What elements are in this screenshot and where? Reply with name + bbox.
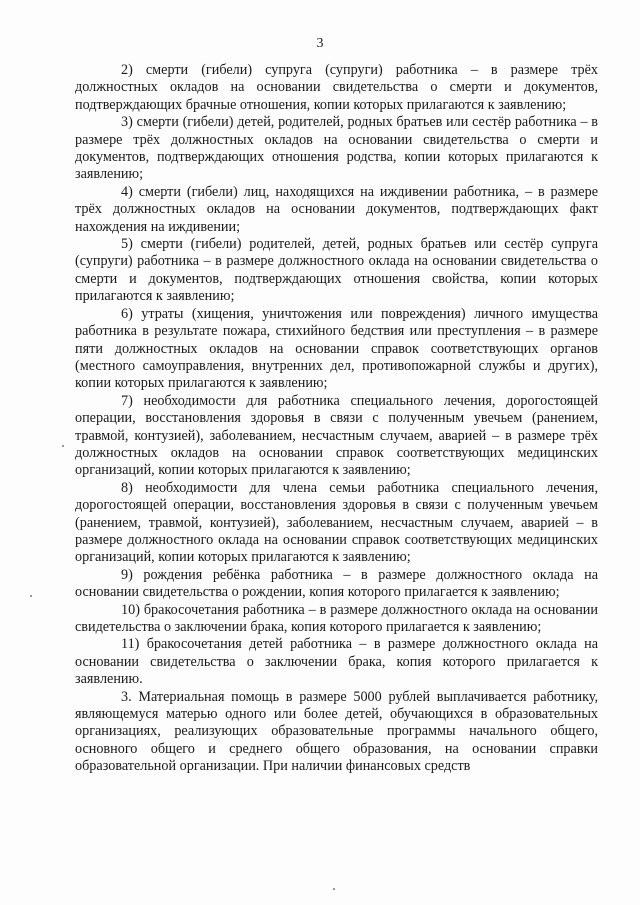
paragraph-item-11: 11) бракосочетания детей работника – в размере должностного оклада на основании свидетельства о заключении брака, копия которого прилагается к заявлению. (75, 636, 598, 688)
paragraph-item-10: 10) бракосочетания работника – в размере должностного оклада на основании свидетельства о заключении брака, копия которого прилагается к заявлению; (75, 601, 598, 635)
paragraph-section-3: 3. Материальная помощь в размере 5000 рублей выплачивается работнику, являющемуся матерью одного или более детей, обучающихся в образовательных организациях, реализующих образовательные программы начального общего, основного общего и среднего общего образования, на основании справки образовательной организации. При наличии финансовых средств (75, 688, 598, 775)
document-body (75, 62, 598, 776)
paragraph-item-5: 5) смерти (гибели) родителей, детей, родных братьев или сестёр супруга (супруги) работника – в размере должностного оклада на основании свидетельства о смерти и документов, подтверждающих отношения свойства, копии которых прилагаются к заявлению; (75, 236, 598, 305)
scan-speck (333, 888, 335, 890)
paragraph-item-3: 3) смерти (гибели) детей, родителей, родных братьев или сестёр работника – в размере трёх должностных окладов на основании свидетельства о смерти и документов, подтверждающих отношения родства, копии которых прилагаются к заявлению; (75, 114, 598, 183)
paragraph-item-2: 2) смерти (гибели) супруга (супруги) работника – в размере трёх должностных окладов на основании свидетельства о смерти и документов, подтверждающих брачные отношения, копии которых прилагаются к заявлению; (75, 62, 598, 113)
paragraph-item-9: 9) рождения ребёнка работника – в размере должностного оклада на основании свидетельства о рождении, копия которого прилагается к заявлению; (75, 566, 598, 601)
paragraph-item-8: 8) необходимости для члена семьи работника специального лечения, дорогостоящей операции, восстановления здоровья в связи с полученным увечьем (ранением, травмой, контузией), заболеванием, несчастным случаем, аварией – в размере должностного оклада на основании справок соответствующих медицинских организаций, копии которых прилагаются к заявлению; (75, 479, 598, 566)
scan-speck (30, 595, 32, 597)
page-number: 3 (316, 36, 324, 51)
paragraph-item-7: 7) необходимости для работника специального лечения, дорогостоящей операции, восстановления здоровья в связи с полученным увечьем (ранением, травмой, контузией), заболеванием, несчастным случаем, аварией – в размере трёх должностных окладов на основании справок соответствующих медицинских организаций, копии которых прилагаются к заявлению; (75, 392, 598, 479)
paragraph-item-6: 6) утраты (хищения, уничтожения или повреждения) личного имущества работника в результате пожара, стихийного бедствия или преступления – в размере пяти должностных окладов на основании справок соответствующих органов (местного самоуправления, внутренних дел, противопожарной службы и других), копии которых прилагаются к заявлению; (75, 305, 598, 392)
scan-speck (62, 445, 64, 447)
paragraph-item-4: 4) смерти (гибели) лиц, находящихся на иждивении работника, – в размере трёх должностных окладов на основании документов, подтверждающих факт нахождения на иждивении; (75, 183, 598, 235)
